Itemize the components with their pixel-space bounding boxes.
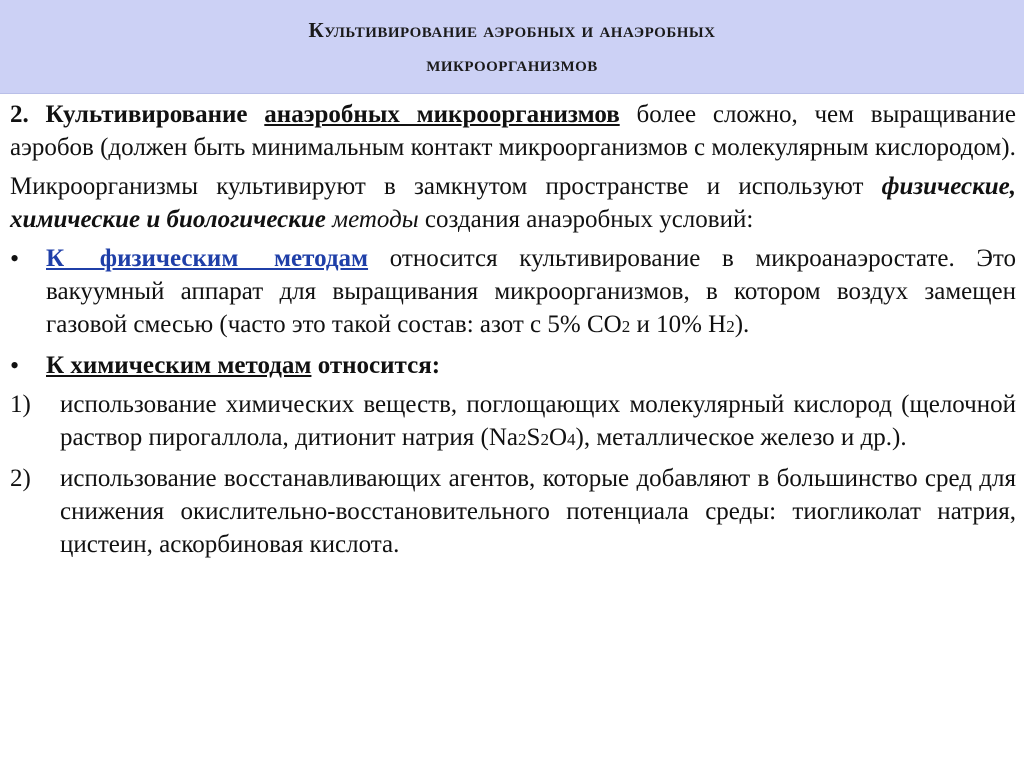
item1-text-b: S xyxy=(526,424,541,451)
methods-text-end: создания анаэробных условий: xyxy=(424,206,754,233)
list-item-1 xyxy=(10,388,1016,456)
bullet-text xyxy=(46,242,1016,343)
chemical-methods-heading: К химическим методам xyxy=(46,352,312,379)
bullet-text xyxy=(46,349,1016,382)
bullet-chemical-methods xyxy=(10,349,1016,382)
paragraph-anaerobic-intro xyxy=(10,98,1016,164)
chemical-methods-rest: относится: xyxy=(317,352,441,379)
underlined-term: анаэробных микроорганизмов xyxy=(264,101,620,128)
subscript: 2 xyxy=(726,317,735,336)
slide-body xyxy=(10,98,1016,567)
bullet-icon: • xyxy=(10,244,20,273)
bullet-text-c: ). xyxy=(734,311,750,338)
physical-methods-link[interactable]: К физическим методам xyxy=(46,245,369,272)
methods-emphasis: физические, химические и биологические xyxy=(10,173,1016,233)
list-item-2 xyxy=(10,462,1016,561)
item1-text-c: O xyxy=(548,424,567,451)
paragraph-text: более сложно, чем выращивание аэробов (должен быть минимальным контакт микроорганизмов с молекулярным кислородом). xyxy=(10,101,1017,161)
bullet-icon: • xyxy=(10,351,20,380)
lead-term: Культивирование xyxy=(45,101,248,128)
subscript: 2 xyxy=(518,430,527,449)
paragraph-methods xyxy=(10,170,1016,236)
list-item-text xyxy=(60,388,1016,456)
title-banner xyxy=(0,0,1024,94)
methods-text-start: Микроорганизмы культивируют в замкнутом пространстве и используют xyxy=(10,173,864,200)
subscript: 2 xyxy=(621,317,631,336)
subscript: 2 xyxy=(540,430,549,449)
bullet-physical-methods xyxy=(10,242,1016,343)
title-line-1: Культивирование аэробных и анаэробных xyxy=(308,17,716,42)
title-line-2: микроорганизмов xyxy=(426,51,598,76)
methods-italic: методы xyxy=(332,206,419,233)
list-item-text: использование восстанавливающих агентов, которые добавляют в большинство сред для снижения окислительно-восстановительного потенциала среды: тиогликолат натрия, цистеин, аскорбиновая кислота. xyxy=(60,465,1016,558)
list-number: 2) xyxy=(10,465,31,492)
paragraph-number: 2. xyxy=(10,101,29,128)
subscript: 4 xyxy=(567,430,576,449)
item1-text-d: ), металлическое железо и др.). xyxy=(575,424,907,451)
bullet-text-b: и 10% H xyxy=(630,311,727,338)
bullet-text-a: относится культивирование в микроанаэростате. Это вакуумный аппарат для выращивания микроорганизмов, в котором воздух замещен газовой смесью (часто это такой состав: азот с 5% CO xyxy=(46,245,1016,338)
list-number: 1) xyxy=(10,391,31,418)
item1-text-a: использование химических веществ, поглощающих молекулярный кислород (щелочной раствор пирогаллола, дитионит натрия (Na xyxy=(60,391,1016,451)
